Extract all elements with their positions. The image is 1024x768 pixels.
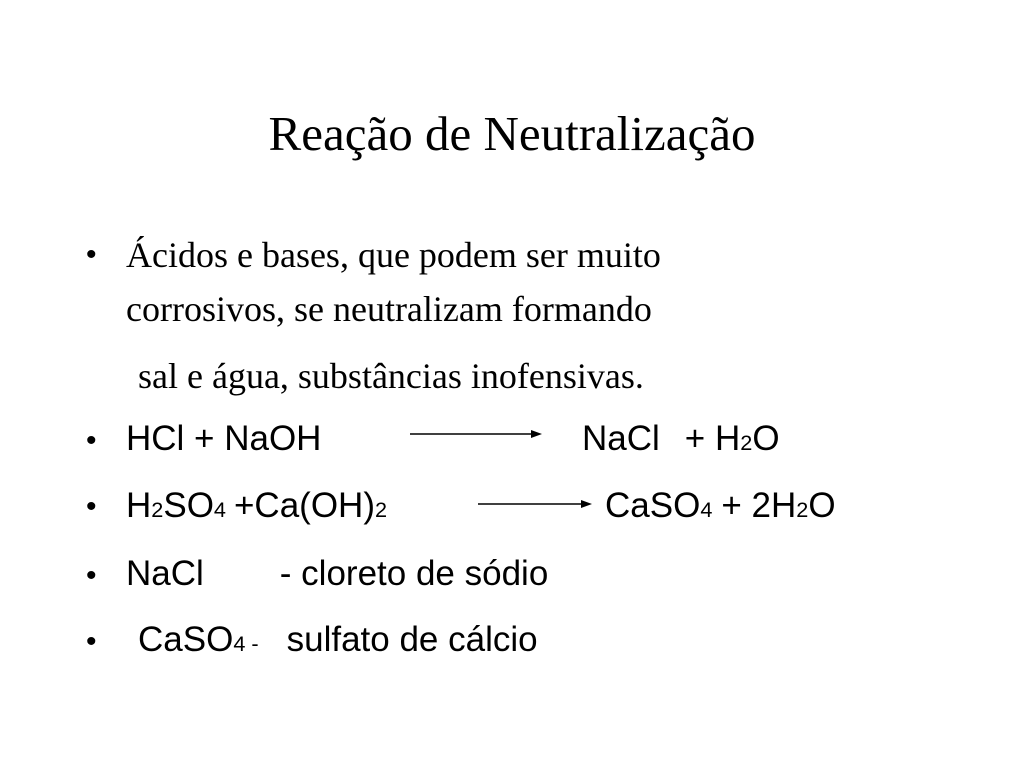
bullet-marker: • bbox=[86, 625, 97, 658]
product-formula: NaCl bbox=[582, 419, 660, 458]
subscript: 4 bbox=[700, 497, 713, 522]
paragraph-line-2: corrosivos, se neutralizam formando bbox=[126, 289, 652, 329]
slide-title: Reação de Neutralização bbox=[268, 106, 756, 161]
subscript: 2 bbox=[151, 497, 164, 522]
formula-part: O bbox=[808, 486, 836, 525]
bullet-marker: • bbox=[86, 490, 97, 523]
subscript: 2 bbox=[796, 497, 809, 522]
equation-2-products bbox=[605, 486, 836, 526]
dash: - bbox=[251, 631, 259, 656]
compound-formula: CaSO bbox=[138, 620, 234, 659]
reaction-arrow-icon bbox=[410, 428, 542, 440]
equation-2-reactants bbox=[126, 486, 387, 526]
subscript: 4 bbox=[233, 631, 246, 656]
formula-part: + 2H bbox=[721, 486, 797, 525]
compound-name: - cloreto de sódio bbox=[279, 554, 549, 593]
subscript: 4 bbox=[213, 497, 226, 522]
product-formula: + H bbox=[684, 419, 741, 458]
paragraph-line-3: sal e água, substâncias inofensivas. bbox=[138, 356, 644, 396]
bullet-marker: • bbox=[86, 238, 97, 271]
reaction-arrow-icon bbox=[478, 498, 592, 510]
compound-formula: NaCl bbox=[126, 554, 204, 593]
naming-line-1 bbox=[126, 554, 548, 594]
naming-line-2 bbox=[138, 620, 538, 660]
equation-1-products bbox=[582, 419, 780, 459]
bullet-marker: • bbox=[86, 424, 97, 457]
paragraph-line-1: Ácidos e bases, que podem ser muito bbox=[126, 235, 661, 275]
subscript: 2 bbox=[740, 430, 753, 455]
subscript: 2 bbox=[374, 497, 388, 522]
formula-part: H bbox=[126, 486, 152, 525]
bullet-marker: • bbox=[86, 559, 97, 592]
formula-part: SO bbox=[163, 486, 214, 525]
product-formula: O bbox=[752, 419, 780, 458]
formula-part: +Ca(OH) bbox=[233, 486, 375, 525]
formula-part: CaSO bbox=[605, 486, 701, 525]
equation-1-reactants: HCl + NaOH bbox=[126, 419, 322, 458]
compound-name: sulfato de cálcio bbox=[286, 620, 538, 659]
